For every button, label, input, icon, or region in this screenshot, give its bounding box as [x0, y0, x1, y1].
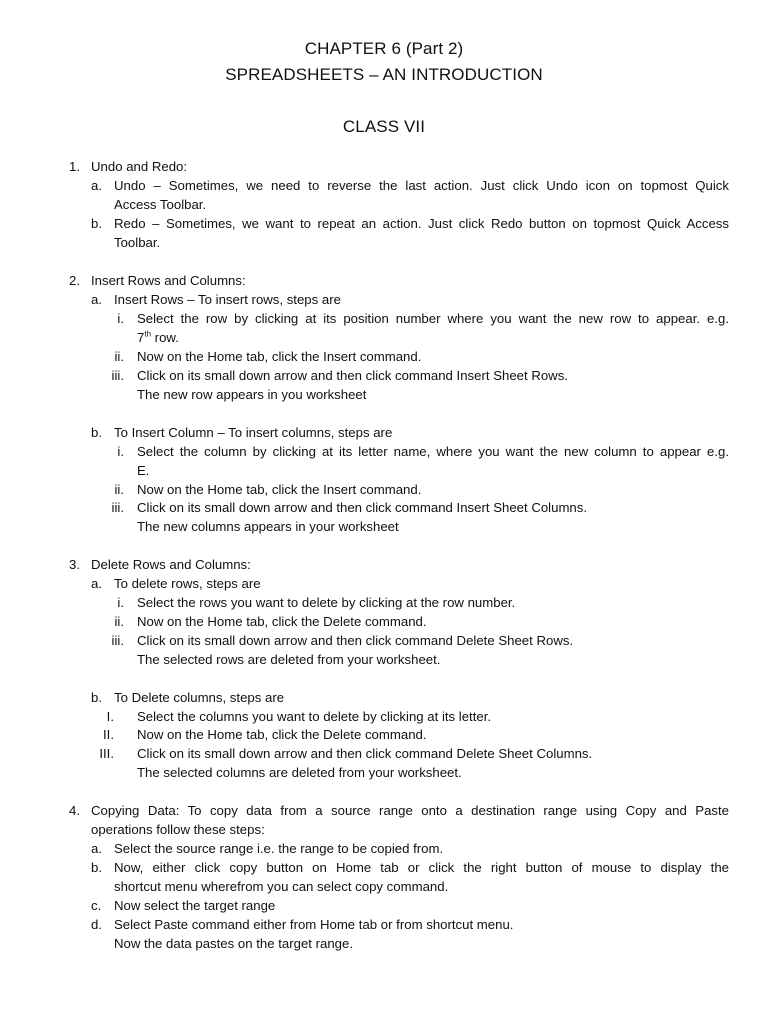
- item-text-line: Select Paste command either from Home tab or from shortcut menu.: [114, 917, 514, 932]
- item-marker: a.: [91, 841, 102, 856]
- section-title: Delete Rows and Columns:: [91, 557, 251, 572]
- item-text-line: To Insert Column – To insert columns, steps are: [114, 425, 393, 440]
- step-text-line: [137, 328, 179, 347]
- step-marker: i.: [117, 595, 124, 610]
- step-text-line: The selected columns are deleted from your worksheet.: [137, 765, 462, 780]
- item-text-line: Now select the target range: [114, 898, 276, 913]
- chapter-title: CHAPTER 6 (Part 2): [304, 39, 464, 58]
- item-text-line: To delete rows, steps are: [114, 576, 261, 591]
- item-text-line: Now, either click copy button on Home tab or click the right button of mouse to display the: [114, 860, 729, 875]
- step-text-line: Select the column by clicking at its letter name, where you want the new column to appear e.g.: [137, 444, 729, 459]
- item-text-line: shortcut menu wherefrom you can select copy command.: [114, 879, 449, 894]
- step-text-line: Now on the Home tab, click the Delete command.: [137, 727, 427, 742]
- step-text-line: Now on the Home tab, click the Delete command.: [137, 614, 427, 629]
- step-text-line: Select the rows you want to delete by clicking at the row number.: [137, 595, 516, 610]
- step-marker: iii.: [111, 633, 124, 648]
- step-marker: II.: [103, 727, 114, 742]
- step-text-line: The new row appears in you worksheet: [137, 387, 367, 402]
- step-marker: ii.: [114, 482, 124, 497]
- step-text-line: Now on the Home tab, click the Insert command.: [137, 349, 422, 364]
- section-title: Copying Data: To copy data from a source range onto a destination range using Copy and Paste: [91, 803, 729, 818]
- item-marker: b.: [91, 690, 102, 705]
- step-text-line: Select the row by clicking at its position number where you want the new row to appear. e.g.: [137, 311, 729, 326]
- step-marker: i.: [117, 444, 124, 459]
- step-text-line: The new columns appears in your worksheet: [137, 519, 399, 534]
- item-marker: a.: [91, 292, 102, 307]
- item-marker: b.: [91, 425, 102, 440]
- item-marker: d.: [91, 917, 102, 932]
- item-text-line: Toolbar.: [114, 235, 161, 250]
- section-title-line: operations follow these steps:: [91, 822, 265, 837]
- step-marker: ii.: [114, 614, 124, 629]
- item-marker: b.: [91, 216, 102, 231]
- item-text-line: Insert Rows – To insert rows, steps are: [114, 292, 341, 307]
- item-marker: b.: [91, 860, 102, 875]
- item-text-line: Undo – Sometimes, we need to reverse the last action. Just click Undo icon on topmost Quick: [114, 178, 729, 193]
- section-number: 1.: [69, 159, 80, 174]
- step-marker: ii.: [114, 349, 124, 364]
- step-text-line: Click on its small down arrow and then click command Delete Sheet Columns.: [137, 746, 593, 761]
- step-text-line: Now on the Home tab, click the Insert command.: [137, 482, 422, 497]
- document-title: SPREADSHEETS – AN INTRODUCTION: [225, 65, 543, 84]
- step-marker: iii.: [111, 368, 124, 383]
- item-marker: a.: [91, 576, 102, 591]
- item-text-line: To Delete columns, steps are: [114, 690, 285, 705]
- section-number: 3.: [69, 557, 80, 572]
- item-text-line: Redo – Sometimes, we want to repeat an action. Just click Redo button on topmost Quick Access: [114, 216, 729, 231]
- step-marker: i.: [117, 311, 124, 326]
- step-text-line: Select the columns you want to delete by clicking at its letter.: [137, 709, 492, 724]
- step-text-line: Click on its small down arrow and then click command Insert Sheet Columns.: [137, 500, 588, 515]
- item-text-line: Access Toolbar.: [114, 197, 207, 212]
- class-label: CLASS VII: [342, 117, 426, 136]
- ordinal-suffix: th: [144, 329, 152, 339]
- step-marker: III.: [99, 746, 114, 761]
- step-marker: iii.: [111, 500, 124, 515]
- item-marker: a.: [91, 178, 102, 193]
- step-text-line: Click on its small down arrow and then click command Insert Sheet Rows.: [137, 368, 568, 383]
- section-title: Insert Rows and Columns:: [91, 273, 246, 288]
- step-text-line: Click on its small down arrow and then click command Delete Sheet Rows.: [137, 633, 574, 648]
- step-text-line: The selected rows are deleted from your worksheet.: [137, 652, 441, 667]
- item-text-line: Now the data pastes on the target range.: [114, 936, 353, 951]
- section-number: 4.: [69, 803, 80, 818]
- item-marker: c.: [91, 898, 102, 913]
- section-title: Undo and Redo:: [91, 159, 188, 174]
- ordinal-tail: row.: [151, 330, 179, 345]
- step-marker: I.: [106, 709, 114, 724]
- step-text-line: E.: [137, 463, 150, 478]
- ordinal-number: 7: [137, 330, 145, 345]
- item-text-line: Select the source range i.e. the range to be copied from.: [114, 841, 444, 856]
- section-number: 2.: [69, 273, 80, 288]
